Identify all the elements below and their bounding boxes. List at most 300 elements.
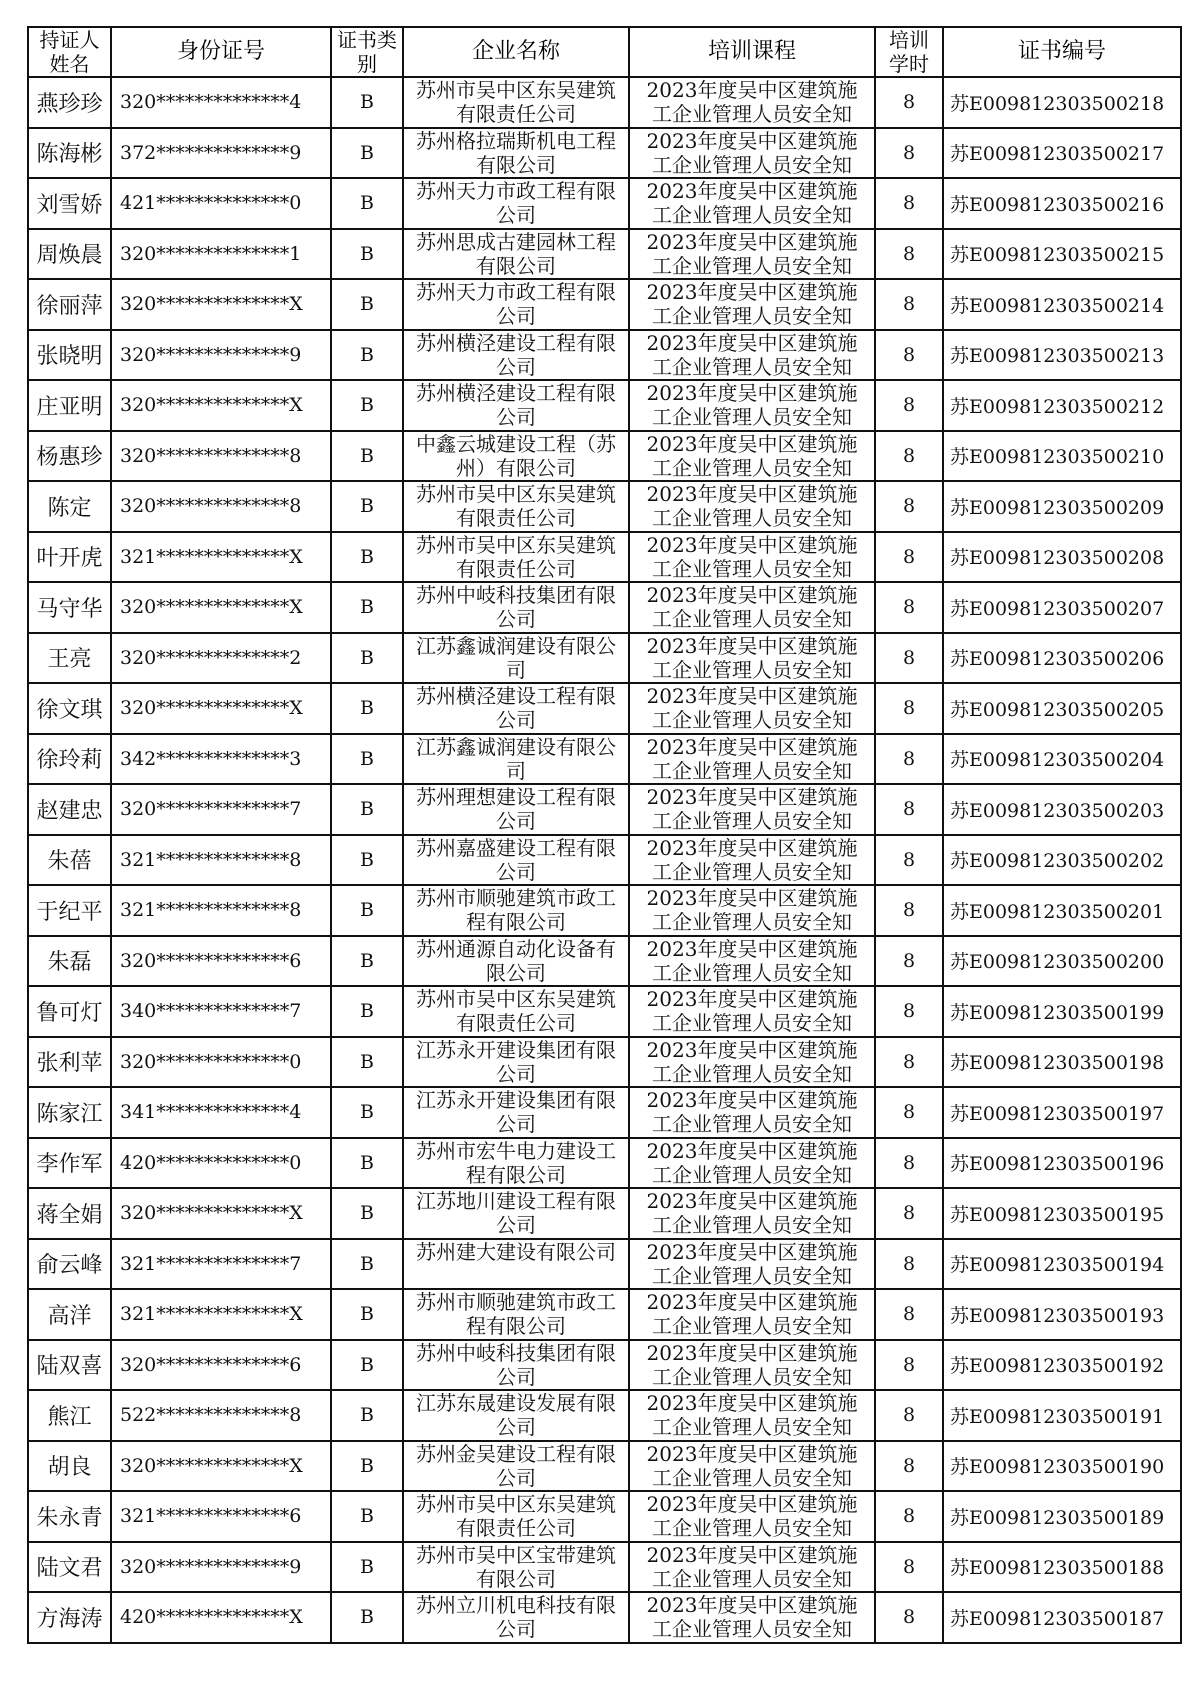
company-cell xyxy=(403,380,629,431)
cert-type-cell: B xyxy=(331,1390,403,1441)
hours-cell: 8 xyxy=(875,734,943,785)
hours-cell: 8 xyxy=(875,380,943,431)
holder-name-cell: 胡良 xyxy=(28,1441,111,1492)
cert-type-cell: B xyxy=(331,279,403,330)
course-cell-text: 2023年度吴中区建筑施工企业管理人员安全知 xyxy=(646,583,858,632)
course-cell-text: 2023年度吴中区建筑施工企业管理人员安全知 xyxy=(646,734,858,783)
cert-number-cell: 苏E009812303500214 xyxy=(943,279,1181,330)
cert-type-cell: B xyxy=(331,77,403,128)
company-cell xyxy=(403,633,629,684)
hours-cell: 8 xyxy=(875,128,943,179)
hours-cell: 8 xyxy=(875,1188,943,1239)
id-number-cell: 320**************8 xyxy=(111,481,331,532)
table-row xyxy=(28,1491,1181,1542)
cert-type-cell: B xyxy=(331,1340,403,1391)
hours-cell: 8 xyxy=(875,986,943,1037)
cert-number-cell: 苏E009812303500218 xyxy=(943,77,1181,128)
cert-type-cell: B xyxy=(331,1138,403,1189)
hours-cell: 8 xyxy=(875,1390,943,1441)
cert-number-cell: 苏E009812303500187 xyxy=(943,1592,1181,1643)
company-cell-text: 苏州市吴中区东吴建筑有限责任公司 xyxy=(416,987,616,1036)
holder-name-cell: 朱蓓 xyxy=(28,835,111,886)
company-cell xyxy=(403,582,629,633)
cert-number-cell: 苏E009812303500197 xyxy=(943,1087,1181,1138)
holder-name-cell: 朱磊 xyxy=(28,936,111,987)
hours-cell: 8 xyxy=(875,1441,943,1492)
company-cell-text: 江苏地川建设工程有限公司 xyxy=(416,1189,616,1238)
table-row xyxy=(28,1390,1181,1441)
id-number-cell: 320**************9 xyxy=(111,1542,331,1593)
table-row xyxy=(28,683,1181,734)
hours-cell: 8 xyxy=(875,835,943,886)
table-row xyxy=(28,1138,1181,1189)
course-cell-text: 2023年度吴中区建筑施工企业管理人员安全知 xyxy=(646,179,858,228)
table-row xyxy=(28,1340,1181,1391)
cert-number-cell: 苏E009812303500212 xyxy=(943,380,1181,431)
cert-number-cell: 苏E009812303500216 xyxy=(943,178,1181,229)
holder-name-cell: 庄亚明 xyxy=(28,380,111,431)
company-cell-text: 苏州横泾建设工程有限公司 xyxy=(416,684,616,733)
hours-cell: 8 xyxy=(875,1138,943,1189)
cert-number-cell: 苏E009812303500205 xyxy=(943,683,1181,734)
course-cell-text: 2023年度吴中区建筑施工企业管理人员安全知 xyxy=(646,886,858,935)
hours-cell: 8 xyxy=(875,936,943,987)
table-row xyxy=(28,481,1181,532)
cert-number-cell: 苏E009812303500207 xyxy=(943,582,1181,633)
company-cell xyxy=(403,1037,629,1088)
id-number-cell: 340**************7 xyxy=(111,986,331,1037)
hours-cell: 8 xyxy=(875,1239,943,1290)
company-cell-text: 苏州理想建设工程有限公司 xyxy=(416,785,616,834)
course-cell-text: 2023年度吴中区建筑施工企业管理人员安全知 xyxy=(646,1189,858,1238)
cert-number-cell: 苏E009812303500217 xyxy=(943,128,1181,179)
course-cell xyxy=(629,986,875,1037)
cert-number-cell: 苏E009812303500194 xyxy=(943,1239,1181,1290)
company-cell-text: 苏州市顺驰建筑市政工程有限公司 xyxy=(416,886,616,935)
course-cell xyxy=(629,431,875,482)
company-cell xyxy=(403,734,629,785)
company-cell xyxy=(403,1390,629,1441)
company-cell-text: 苏州格拉瑞斯机电工程有限公司 xyxy=(416,128,616,177)
header-id-number: 身份证号 xyxy=(111,27,331,77)
course-cell-text: 2023年度吴中区建筑施工企业管理人员安全知 xyxy=(646,1037,858,1086)
course-cell xyxy=(629,1491,875,1542)
company-cell-text: 苏州立川机电科技有限公司 xyxy=(416,1593,616,1642)
hours-cell: 8 xyxy=(875,532,943,583)
holder-name-cell: 张利苹 xyxy=(28,1037,111,1088)
cert-number-cell: 苏E009812303500199 xyxy=(943,986,1181,1037)
cert-type-cell: B xyxy=(331,431,403,482)
cert-type-cell: B xyxy=(331,1037,403,1088)
course-cell xyxy=(629,1441,875,1492)
course-cell xyxy=(629,936,875,987)
course-cell-text: 2023年度吴中区建筑施工企业管理人员安全知 xyxy=(646,431,858,480)
table-row xyxy=(28,734,1181,785)
course-cell-text: 2023年度吴中区建筑施工企业管理人员安全知 xyxy=(646,936,858,985)
cert-type-cell: B xyxy=(331,835,403,886)
holder-name-cell: 马守华 xyxy=(28,582,111,633)
cert-type-cell: B xyxy=(331,178,403,229)
company-cell xyxy=(403,1188,629,1239)
course-cell xyxy=(629,885,875,936)
course-cell xyxy=(629,1188,875,1239)
course-cell xyxy=(629,1390,875,1441)
hours-cell: 8 xyxy=(875,784,943,835)
company-cell xyxy=(403,1441,629,1492)
table-row xyxy=(28,1239,1181,1290)
id-number-cell: 321**************6 xyxy=(111,1491,331,1542)
course-cell-text: 2023年度吴中区建筑施工企业管理人员安全知 xyxy=(646,1088,858,1137)
table-row xyxy=(28,229,1181,280)
id-number-cell: 321**************8 xyxy=(111,835,331,886)
cert-type-cell: B xyxy=(331,481,403,532)
cert-number-cell: 苏E009812303500190 xyxy=(943,1441,1181,1492)
company-cell-text: 苏州嘉盛建设工程有限公司 xyxy=(416,835,616,884)
cert-type-cell: B xyxy=(331,330,403,381)
id-number-cell: 320**************X xyxy=(111,683,331,734)
cert-number-cell: 苏E009812303500206 xyxy=(943,633,1181,684)
table-row xyxy=(28,1087,1181,1138)
holder-name-cell: 王亮 xyxy=(28,633,111,684)
company-cell xyxy=(403,1340,629,1391)
id-number-cell: 320**************2 xyxy=(111,633,331,684)
company-cell-text: 苏州市宏牛电力建设工程有限公司 xyxy=(416,1138,616,1187)
hours-cell: 8 xyxy=(875,330,943,381)
course-cell xyxy=(629,1289,875,1340)
course-cell xyxy=(629,683,875,734)
id-number-cell: 522**************8 xyxy=(111,1390,331,1441)
company-cell-text: 苏州市吴中区东吴建筑有限责任公司 xyxy=(416,532,616,581)
holder-name-cell: 燕珍珍 xyxy=(28,77,111,128)
course-cell-text: 2023年度吴中区建筑施工企业管理人员安全知 xyxy=(646,532,858,581)
company-cell-text: 苏州市吴中区东吴建筑有限责任公司 xyxy=(416,78,616,127)
table-row xyxy=(28,936,1181,987)
table-row xyxy=(28,128,1181,179)
header-hours: 培训学时 xyxy=(875,27,943,77)
course-cell-text: 2023年度吴中区建筑施工企业管理人员安全知 xyxy=(646,1441,858,1490)
cert-number-cell: 苏E009812303500193 xyxy=(943,1289,1181,1340)
company-cell-text: 苏州横泾建设工程有限公司 xyxy=(416,330,616,379)
cert-type-cell: B xyxy=(331,229,403,280)
course-cell xyxy=(629,77,875,128)
cert-type-cell: B xyxy=(331,1491,403,1542)
cert-number-cell: 苏E009812303500189 xyxy=(943,1491,1181,1542)
company-cell xyxy=(403,784,629,835)
company-cell-text: 江苏永开建设集团有限公司 xyxy=(416,1088,616,1137)
course-cell xyxy=(629,128,875,179)
table-row xyxy=(28,330,1181,381)
holder-name-cell: 熊江 xyxy=(28,1390,111,1441)
cert-number-cell: 苏E009812303500215 xyxy=(943,229,1181,280)
company-cell-text: 苏州通源自动化设备有限公司 xyxy=(416,936,616,985)
course-cell xyxy=(629,582,875,633)
course-cell xyxy=(629,279,875,330)
certificate-table xyxy=(27,26,1182,1644)
holder-name-cell: 周焕晨 xyxy=(28,229,111,280)
table-row xyxy=(28,885,1181,936)
cert-type-cell: B xyxy=(331,1188,403,1239)
id-number-cell: 320**************0 xyxy=(111,1037,331,1088)
course-cell xyxy=(629,1542,875,1593)
header-course: 培训课程 xyxy=(629,27,875,77)
course-cell-text: 2023年度吴中区建筑施工企业管理人员安全知 xyxy=(646,1492,858,1541)
cert-number-cell: 苏E009812303500203 xyxy=(943,784,1181,835)
cert-number-cell: 苏E009812303500209 xyxy=(943,481,1181,532)
table-row xyxy=(28,1542,1181,1593)
course-cell xyxy=(629,1340,875,1391)
hours-cell: 8 xyxy=(875,77,943,128)
id-number-cell: 341**************4 xyxy=(111,1087,331,1138)
hours-cell: 8 xyxy=(875,1491,943,1542)
course-cell xyxy=(629,1592,875,1643)
table-row xyxy=(28,582,1181,633)
header-cert-number: 证书编号 xyxy=(943,27,1181,77)
id-number-cell: 320**************9 xyxy=(111,330,331,381)
course-cell-text: 2023年度吴中区建筑施工企业管理人员安全知 xyxy=(646,1391,858,1440)
hours-cell: 8 xyxy=(875,1592,943,1643)
holder-name-cell: 叶开虎 xyxy=(28,532,111,583)
hours-cell: 8 xyxy=(875,1289,943,1340)
course-cell-text: 2023年度吴中区建筑施工企业管理人员安全知 xyxy=(646,633,858,682)
table-row xyxy=(28,835,1181,886)
hours-cell: 8 xyxy=(875,1087,943,1138)
course-cell xyxy=(629,784,875,835)
holder-name-cell: 高洋 xyxy=(28,1289,111,1340)
course-cell-text: 2023年度吴中区建筑施工企业管理人员安全知 xyxy=(646,1138,858,1187)
company-cell xyxy=(403,835,629,886)
cert-number-cell: 苏E009812303500188 xyxy=(943,1542,1181,1593)
id-number-cell: 342**************3 xyxy=(111,734,331,785)
cert-number-cell: 苏E009812303500208 xyxy=(943,532,1181,583)
holder-name-cell: 蒋全娟 xyxy=(28,1188,111,1239)
cert-type-cell: B xyxy=(331,784,403,835)
holder-name-cell: 方海涛 xyxy=(28,1592,111,1643)
cert-type-cell: B xyxy=(331,380,403,431)
table-row xyxy=(28,279,1181,330)
cert-type-cell: B xyxy=(331,1087,403,1138)
id-number-cell: 372**************9 xyxy=(111,128,331,179)
company-cell-text: 苏州市吴中区东吴建筑有限责任公司 xyxy=(416,482,616,531)
company-cell-text: 苏州市吴中区东吴建筑有限责任公司 xyxy=(416,1492,616,1541)
company-cell xyxy=(403,885,629,936)
holder-name-cell: 刘雪娇 xyxy=(28,178,111,229)
company-cell-text: 中鑫云城建设工程（苏州）有限公司 xyxy=(416,431,616,480)
id-number-cell: 320**************X xyxy=(111,380,331,431)
course-cell xyxy=(629,633,875,684)
company-cell xyxy=(403,330,629,381)
holder-name-cell: 徐丽萍 xyxy=(28,279,111,330)
course-cell-text: 2023年度吴中区建筑施工企业管理人员安全知 xyxy=(646,1593,858,1642)
id-number-cell: 320**************7 xyxy=(111,784,331,835)
course-cell xyxy=(629,532,875,583)
company-cell-text: 苏州天力市政工程有限公司 xyxy=(416,179,616,228)
course-cell xyxy=(629,1239,875,1290)
hours-cell: 8 xyxy=(875,1542,943,1593)
holder-name-cell: 徐玲莉 xyxy=(28,734,111,785)
holder-name-cell: 陈家江 xyxy=(28,1087,111,1138)
holder-name-cell: 于纪平 xyxy=(28,885,111,936)
cert-number-cell: 苏E009812303500204 xyxy=(943,734,1181,785)
cert-type-cell: B xyxy=(331,1542,403,1593)
course-cell-text: 2023年度吴中区建筑施工企业管理人员安全知 xyxy=(646,987,858,1036)
course-cell xyxy=(629,1138,875,1189)
company-cell-text: 苏州金吴建设工程有限公司 xyxy=(416,1441,616,1490)
table-header-row xyxy=(28,27,1181,77)
id-number-cell: 320**************6 xyxy=(111,936,331,987)
cert-type-cell: B xyxy=(331,1441,403,1492)
holder-name-cell: 鲁可灯 xyxy=(28,986,111,1037)
course-cell xyxy=(629,481,875,532)
table-row xyxy=(28,1289,1181,1340)
id-number-cell: 321**************8 xyxy=(111,885,331,936)
table-row xyxy=(28,1441,1181,1492)
id-number-cell: 320**************X xyxy=(111,1441,331,1492)
company-cell xyxy=(403,1542,629,1593)
cert-number-cell: 苏E009812303500202 xyxy=(943,835,1181,886)
company-cell xyxy=(403,481,629,532)
company-cell-text: 江苏鑫诚润建设有限公司 xyxy=(416,734,616,783)
table-body xyxy=(28,77,1181,1643)
table-row xyxy=(28,380,1181,431)
holder-name-cell: 杨惠珍 xyxy=(28,431,111,482)
course-cell-text: 2023年度吴中区建筑施工企业管理人员安全知 xyxy=(646,482,858,531)
hours-cell: 8 xyxy=(875,633,943,684)
cert-number-cell: 苏E009812303500201 xyxy=(943,885,1181,936)
table-row xyxy=(28,77,1181,128)
holder-name-cell: 陆双喜 xyxy=(28,1340,111,1391)
company-cell xyxy=(403,229,629,280)
course-cell xyxy=(629,835,875,886)
course-cell-text: 2023年度吴中区建筑施工企业管理人员安全知 xyxy=(646,1239,858,1288)
course-cell-text: 2023年度吴中区建筑施工企业管理人员安全知 xyxy=(646,1290,858,1339)
table-row xyxy=(28,1188,1181,1239)
table-row xyxy=(28,1592,1181,1643)
course-cell xyxy=(629,1087,875,1138)
holder-name-cell: 俞云峰 xyxy=(28,1239,111,1290)
cert-type-cell: B xyxy=(331,1289,403,1340)
id-number-cell: 320**************X xyxy=(111,279,331,330)
course-cell-text: 2023年度吴中区建筑施工企业管理人员安全知 xyxy=(646,1340,858,1389)
company-cell xyxy=(403,683,629,734)
cert-number-cell: 苏E009812303500196 xyxy=(943,1138,1181,1189)
company-cell xyxy=(403,1087,629,1138)
company-cell xyxy=(403,986,629,1037)
course-cell xyxy=(629,380,875,431)
company-cell xyxy=(403,77,629,128)
course-cell-text: 2023年度吴中区建筑施工企业管理人员安全知 xyxy=(646,835,858,884)
cert-type-cell: B xyxy=(331,683,403,734)
hours-cell: 8 xyxy=(875,431,943,482)
course-cell xyxy=(629,178,875,229)
hours-cell: 8 xyxy=(875,229,943,280)
company-cell xyxy=(403,178,629,229)
holder-name-cell: 李作军 xyxy=(28,1138,111,1189)
course-cell xyxy=(629,229,875,280)
company-cell-text: 江苏永开建设集团有限公司 xyxy=(416,1037,616,1086)
course-cell-text: 2023年度吴中区建筑施工企业管理人员安全知 xyxy=(646,1542,858,1591)
holder-name-cell: 张晓明 xyxy=(28,330,111,381)
cert-type-cell: B xyxy=(331,734,403,785)
course-cell xyxy=(629,1037,875,1088)
course-cell-text: 2023年度吴中区建筑施工企业管理人员安全知 xyxy=(646,381,858,430)
table-row xyxy=(28,431,1181,482)
holder-name-cell: 朱永青 xyxy=(28,1491,111,1542)
holder-name-cell: 陆文君 xyxy=(28,1542,111,1593)
company-cell xyxy=(403,1592,629,1643)
id-number-cell: 320**************X xyxy=(111,1188,331,1239)
header-company: 企业名称 xyxy=(403,27,629,77)
holder-name-cell: 陈定 xyxy=(28,481,111,532)
cert-number-cell: 苏E009812303500192 xyxy=(943,1340,1181,1391)
cert-number-cell: 苏E009812303500213 xyxy=(943,330,1181,381)
company-cell-text: 苏州市顺驰建筑市政工程有限公司 xyxy=(416,1290,616,1339)
hours-cell: 8 xyxy=(875,582,943,633)
holder-name-cell: 徐文琪 xyxy=(28,683,111,734)
id-number-cell: 420**************0 xyxy=(111,1138,331,1189)
cert-type-cell: B xyxy=(331,986,403,1037)
course-cell-text: 2023年度吴中区建筑施工企业管理人员安全知 xyxy=(646,78,858,127)
company-cell xyxy=(403,936,629,987)
cert-type-cell: B xyxy=(331,532,403,583)
certificate-table-sheet xyxy=(27,26,1180,1644)
cert-type-cell: B xyxy=(331,633,403,684)
cert-number-cell: 苏E009812303500198 xyxy=(943,1037,1181,1088)
company-cell-text: 苏州市吴中区宝带建筑有限公司 xyxy=(416,1542,616,1591)
cert-type-cell: B xyxy=(331,582,403,633)
company-cell-text: 苏州中岐科技集团有限公司 xyxy=(416,583,616,632)
course-cell-text: 2023年度吴中区建筑施工企业管理人员安全知 xyxy=(646,684,858,733)
company-cell xyxy=(403,431,629,482)
company-cell-text: 苏州横泾建设工程有限公司 xyxy=(416,381,616,430)
course-cell-text: 2023年度吴中区建筑施工企业管理人员安全知 xyxy=(646,280,858,329)
course-cell xyxy=(629,734,875,785)
cert-type-cell: B xyxy=(331,885,403,936)
course-cell-text: 2023年度吴中区建筑施工企业管理人员安全知 xyxy=(646,785,858,834)
company-cell xyxy=(403,1289,629,1340)
table-row xyxy=(28,784,1181,835)
id-number-cell: 320**************1 xyxy=(111,229,331,280)
hours-cell: 8 xyxy=(875,885,943,936)
cert-number-cell: 苏E009812303500195 xyxy=(943,1188,1181,1239)
company-cell xyxy=(403,1491,629,1542)
course-cell-text: 2023年度吴中区建筑施工企业管理人员安全知 xyxy=(646,229,858,278)
course-cell-text: 2023年度吴中区建筑施工企业管理人员安全知 xyxy=(646,330,858,379)
hours-cell: 8 xyxy=(875,481,943,532)
company-cell-text: 苏州中岐科技集团有限公司 xyxy=(416,1340,616,1389)
cert-type-cell: B xyxy=(331,936,403,987)
company-cell-text: 江苏鑫诚润建设有限公司 xyxy=(416,633,616,682)
hours-cell: 8 xyxy=(875,279,943,330)
header-holder-name: 持证人姓名 xyxy=(28,27,111,77)
cert-number-cell: 苏E009812303500191 xyxy=(943,1390,1181,1441)
cert-number-cell: 苏E009812303500210 xyxy=(943,431,1181,482)
company-cell xyxy=(403,279,629,330)
table-row xyxy=(28,986,1181,1037)
cert-type-cell: B xyxy=(331,1239,403,1290)
holder-name-cell: 陈海彬 xyxy=(28,128,111,179)
course-cell xyxy=(629,330,875,381)
id-number-cell: 321**************X xyxy=(111,532,331,583)
id-number-cell: 320**************8 xyxy=(111,431,331,482)
company-cell xyxy=(403,128,629,179)
holder-name-cell: 赵建忠 xyxy=(28,784,111,835)
company-cell xyxy=(403,1239,629,1290)
company-cell xyxy=(403,1138,629,1189)
hours-cell: 8 xyxy=(875,1340,943,1391)
header-cert-type: 证书类别 xyxy=(331,27,403,77)
id-number-cell: 320**************4 xyxy=(111,77,331,128)
table-row xyxy=(28,532,1181,583)
